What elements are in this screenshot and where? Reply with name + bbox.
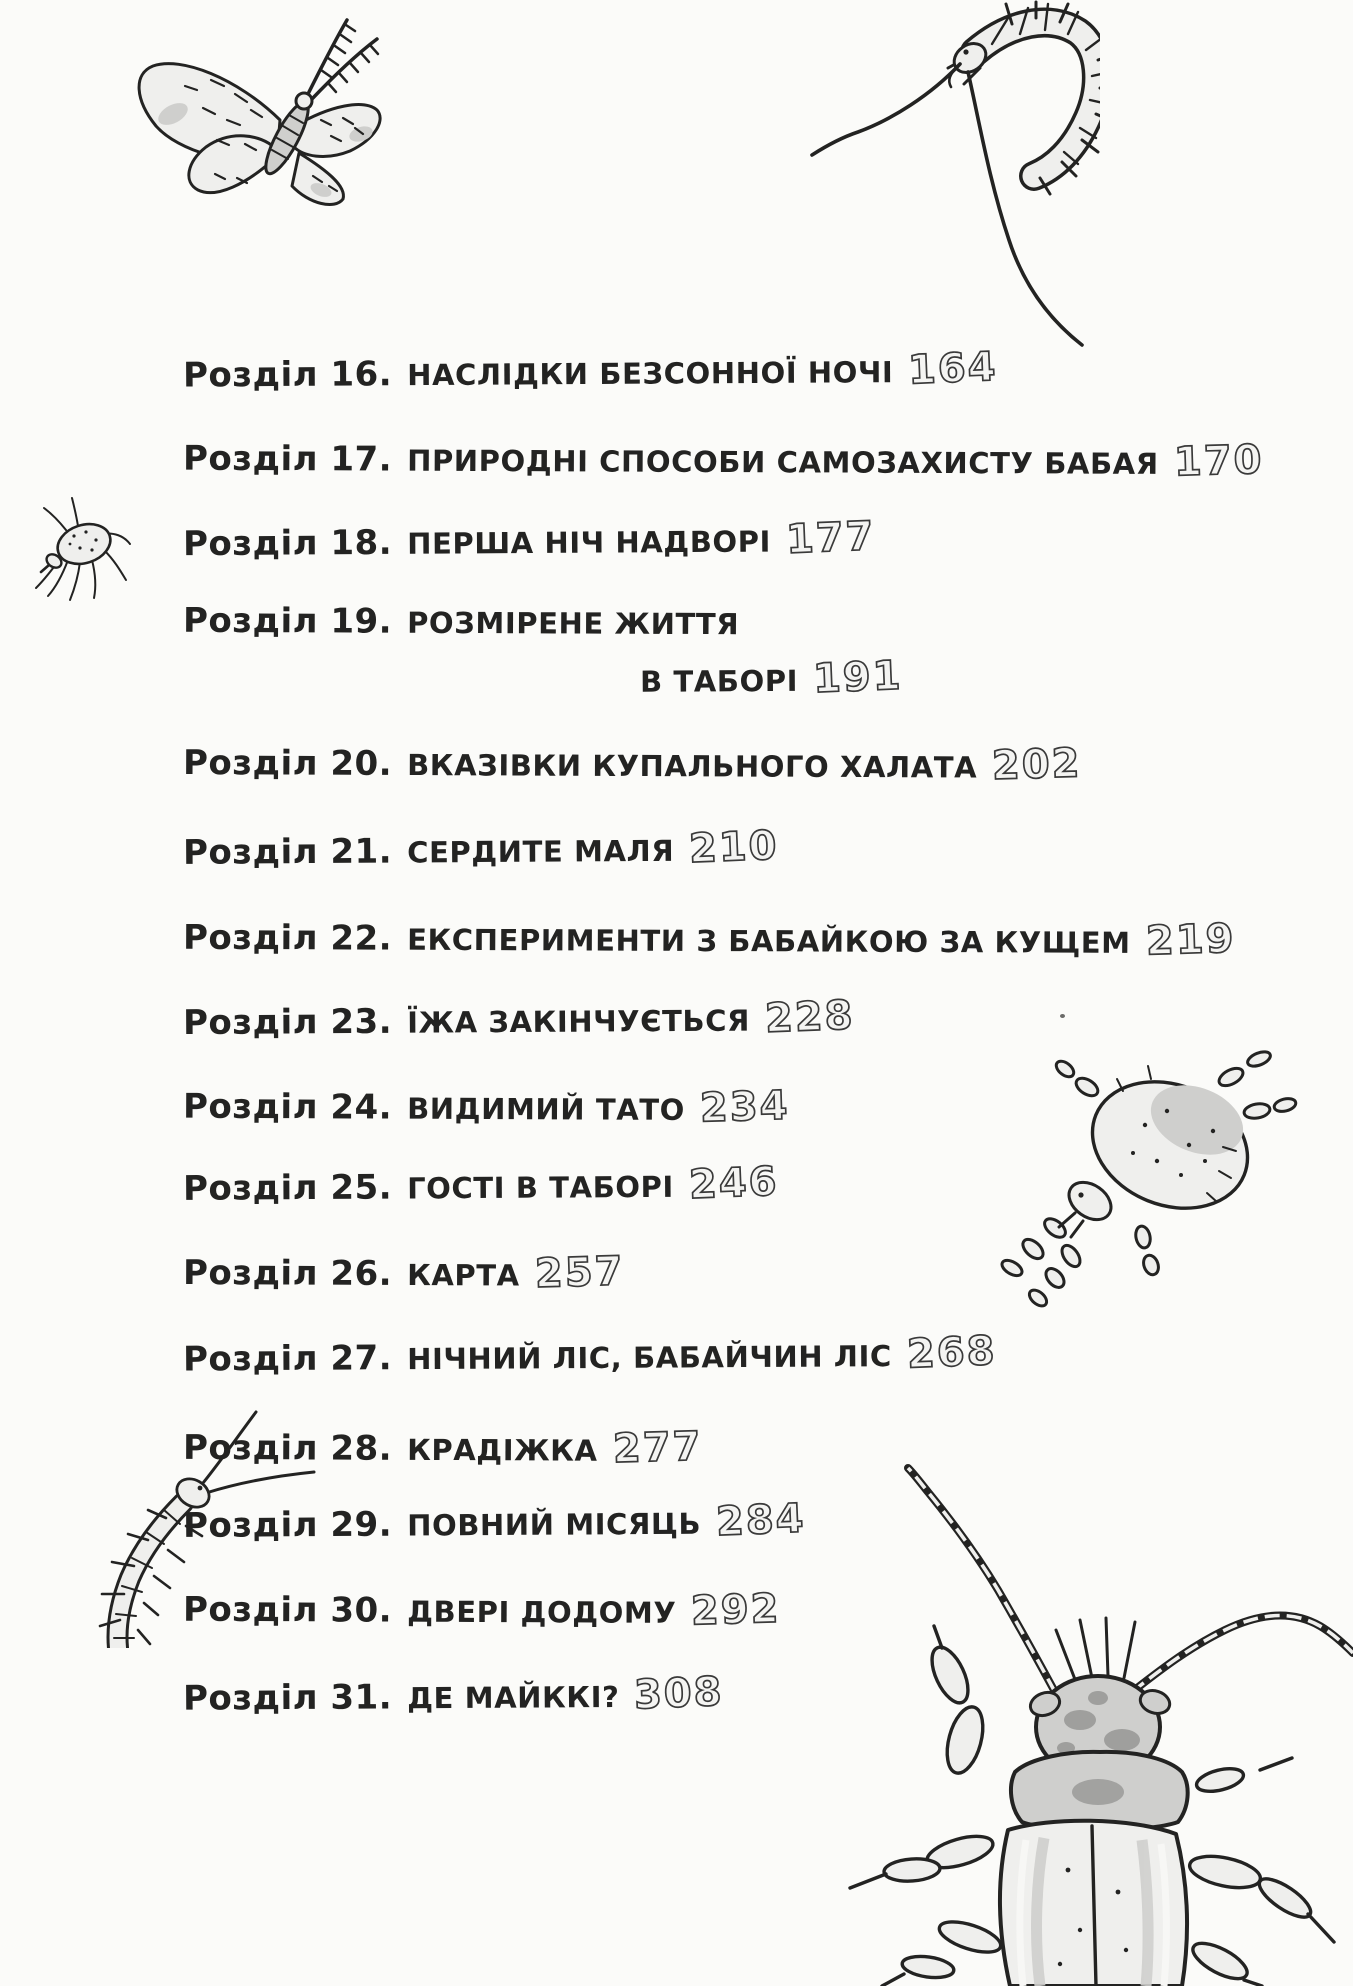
chapter-title: РОЗМІРЕНЕ ЖИТТЯ xyxy=(407,605,740,642)
moth-icon xyxy=(85,8,385,218)
chapter-title: ДВЕРІ ДОДОМУ xyxy=(407,1594,677,1630)
chapter-page-number: 228 xyxy=(764,992,856,1043)
chapter-label: Розділ 23. xyxy=(182,1001,393,1044)
toc-entry xyxy=(183,601,739,643)
ink-speck xyxy=(1060,1014,1065,1018)
chapter-title: ЕКСПЕРИМЕНТИ З БАБАЙКОЮ ЗА КУЩЕМ xyxy=(407,922,1131,960)
toc-entry xyxy=(183,434,1263,485)
chapter-page-number: 210 xyxy=(688,822,780,873)
chapter-title: ВКАЗІВКИ КУПАЛЬНОГО ХАЛАТА xyxy=(407,748,978,785)
chapter-title-continuation: В ТАБОРІ xyxy=(639,663,799,699)
chapter-title: ГОСТІ В ТАБОРІ xyxy=(407,1169,674,1206)
chapter-label: Розділ 24. xyxy=(182,1086,393,1128)
chapter-page-number: 202 xyxy=(991,740,1083,790)
toc-entry xyxy=(183,824,779,874)
chapter-title: КРАДІЖКА xyxy=(407,1432,598,1468)
chapter-page-number: 191 xyxy=(812,652,904,703)
chapter-label: Розділ 25. xyxy=(182,1167,393,1209)
chapter-page-number: 246 xyxy=(687,1158,780,1209)
chapter-title: ДЕ МАЙККІ? xyxy=(407,1679,620,1716)
chapter-title: ВИДИМИЙ ТАТО xyxy=(407,1091,686,1127)
chapter-label: Розділ 18. xyxy=(182,522,393,565)
chapter-title: ПРИРОДНІ СПОСОБИ САМОЗАХИСТУ БАБАЯ xyxy=(407,443,1159,481)
chapter-label: Розділ 30. xyxy=(182,1589,393,1631)
chapter-label: Розділ 31. xyxy=(182,1677,393,1719)
chapter-title: СЕРДИТЕ МАЛЯ xyxy=(407,833,675,870)
chapter-page-number: 219 xyxy=(1145,915,1236,965)
toc-entry xyxy=(183,515,876,565)
chapter-label: Розділ 17. xyxy=(182,438,393,480)
chapter-label: Розділ 27. xyxy=(182,1338,393,1380)
centipede-bottom-icon xyxy=(78,1398,318,1648)
chapter-label: Розділ 28. xyxy=(182,1427,393,1469)
chapter-title: НАСЛІДКИ БЕЗСОННОЇ НОЧІ xyxy=(407,355,894,393)
toc-entry xyxy=(183,1082,790,1131)
chapter-label: Розділ 26. xyxy=(182,1253,393,1294)
toc-entry xyxy=(183,1248,624,1296)
chapter-label: Розділ 21. xyxy=(182,831,393,873)
chapter-title: ПЕРША НІЧ НАДВОРІ xyxy=(407,524,772,561)
chapter-page-number: 164 xyxy=(907,343,999,394)
toc-entry xyxy=(183,913,1235,964)
chapter-title: ЇЖА ЗАКІНЧУЄТЬСЯ xyxy=(407,1003,751,1040)
chapter-page-number: 268 xyxy=(905,1327,998,1378)
chapter-page-number: 257 xyxy=(534,1248,625,1298)
chapter-title: КАРТА xyxy=(407,1258,520,1293)
chapter-title: НІЧНИЙ ЛІС, БАБАЙЧИН ЛІС xyxy=(407,1339,892,1377)
mite-icon xyxy=(975,1015,1305,1345)
chapter-page-number: 284 xyxy=(715,1495,807,1546)
chapter-page-number: 177 xyxy=(785,513,877,563)
chapter-page-number: 308 xyxy=(633,1668,725,1719)
firefly-beetle-icon xyxy=(830,1440,1353,1986)
chapter-page-number: 170 xyxy=(1173,436,1264,486)
tick-icon xyxy=(22,492,132,602)
toc-entry xyxy=(182,1327,998,1381)
chapter-label: Розділ 22. xyxy=(182,917,393,959)
chapter-label: Розділ 20. xyxy=(182,743,393,784)
centipede-top-icon xyxy=(630,0,1100,360)
chapter-label: Розділ 29. xyxy=(182,1504,393,1546)
chapter-page-number: 292 xyxy=(690,1585,782,1635)
chapter-page-number: 234 xyxy=(699,1082,791,1132)
toc-entry xyxy=(183,1160,779,1210)
toc-entry xyxy=(183,1670,724,1719)
chapter-title: ПОВНИЙ МІСЯЦЬ xyxy=(407,1506,702,1543)
chapter-label: Розділ 16. xyxy=(182,354,393,396)
toc-entry xyxy=(183,738,1082,788)
toc-entry xyxy=(183,994,855,1044)
chapter-label: Розділ 19. xyxy=(182,600,393,642)
toc-entry-continuation xyxy=(640,654,903,702)
chapter-page-number: 277 xyxy=(611,1423,703,1473)
